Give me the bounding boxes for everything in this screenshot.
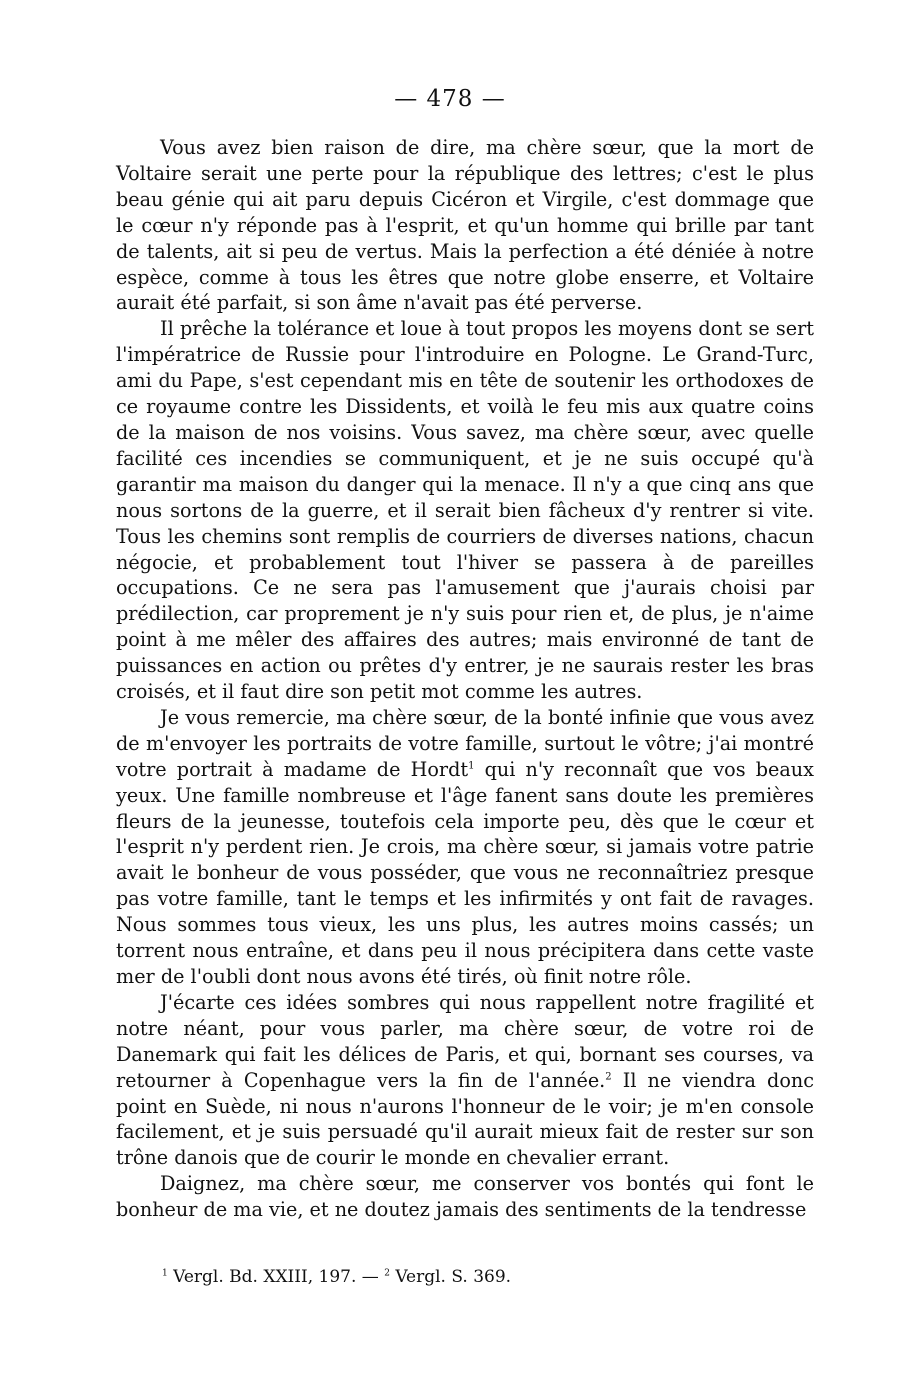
paragraph-4 (116, 990, 814, 1171)
page-number: — 478 — (394, 86, 506, 112)
footnote-text-1: Vergl. Bd. XXIII, 197. — (173, 1267, 379, 1287)
paragraph-1: Vous avez bien raison de dire, ma chère sœur, que la mort de Voltaire serait une perte pour la république des lettres; c'est le plus beau génie qui ait paru depuis Cicéron et Virgile, c'est dommage que le cœur n'y réponde pas à l'esprit, et qu'un homme qui brille par tant de talents, ait si peu de vertus. Mais la perfection a été déniée à notre espèce, comme à tous les êtres que notre globe enserre, et Voltaire aurait été parfait, si son âme n'avait pas été perverse. (116, 136, 814, 315)
paragraph-3-text-b: qui n'y reconnaît que vos beaux yeux. Une famille nombreuse et l'âge fanent sans doute les premières fleurs de la jeunesse, toutefois cela importe peu, dès que le cœur et l'esprit n'y perdent rien. Je crois, ma chère sœur, si jamais votre patrie avait le bonheur de vous posséder, que vous ne reconnaîtriez presque pas votre famille, tant le temps et les infirmités y ont fait de ravages. Nous sommes tous vieux, les uns plus, les autres moins cassés; un torrent nous entraîne, et dans peu il nous précipitera dans cette vaste mer de l'oubli dont nous avons été tirés, où finit notre rôle. (116, 757, 814, 988)
paragraph-4-text-a: J'écarte ces idées sombres qui nous rappellent notre fragilité et notre néant, pour vous parler, ma chère sœur, de votre roi de Danemark qui fait les délices de Paris, et qui, bornant ses courses, va retourner à Copenhague vers la fin de l'année. (116, 990, 814, 1092)
footnote-mark-1: 1 (162, 1268, 168, 1279)
paragraph-3-text-a: Je vous remercie, ma chère sœur, de la bonté infinie que vous avez de m'envoyer les portraits de votre famille, surtout le vôtre; j'ai montré votre portrait à madame de Hordt (116, 705, 814, 781)
footnote-mark-2: 2 (384, 1268, 390, 1279)
paragraph-3 (116, 705, 814, 990)
footnote-ref-1: 1 (468, 760, 475, 772)
footnote-ref-2: 2 (605, 1071, 612, 1083)
paragraph-2: Il prêche la tolérance et loue à tout propos les moyens dont se sert l'impératrice de Russie pour l'introduire en Pologne. Le Grand-Turc, ami du Pape, s'est cependant mis en tête de soutenir les orthodoxes de ce royaume contre les Dissidents, et voilà le feu mis aux quatre coins de la maison de nos voisins. Vous savez, ma chère sœur, avec quelle facilité ces incendies se communiquent, et je ne suis occupé qu'à garantir ma maison du danger qui la menace. Il n'y a que cinq ans que nous sortons de la guerre, et il serait bien fâcheux d'y rentrer si vite. Tous les chemins sont remplis de courriers de diverses nations, chacun négocie, et probablement tout l'hiver se passera à de pareilles occupations. Ce ne sera pas l'amusement que j'aurais choisi par prédilection, car proprement je n'y suis pour rien et, de plus, je n'aime point à me mêler des affaires des autres; mais environné de tant de puissances en action ou prêtes d'y entrer, je ne saurais rester les bras croisés, et il faut dire son petit mot comme les autres. (116, 317, 814, 704)
footnote-text-2: Vergl. S. 369. (395, 1267, 512, 1287)
paragraph-4-text-b: Il ne viendra donc point en Suède, ni nous n'aurons l'honneur de le voir; je m'en console facilement, et je suis persuadé qu'il aurait mieux fait de rester sur son trône danois que de courir le monde en chevalier errant. (116, 1068, 814, 1170)
body-text (116, 135, 814, 1223)
paragraph-5: Daignez, ma chère sœur, me conserver vos bontés qui font le bonheur de ma vie, et ne doutez jamais des sentiments de la tendresse (116, 1172, 814, 1222)
footnotes (162, 1266, 762, 1288)
